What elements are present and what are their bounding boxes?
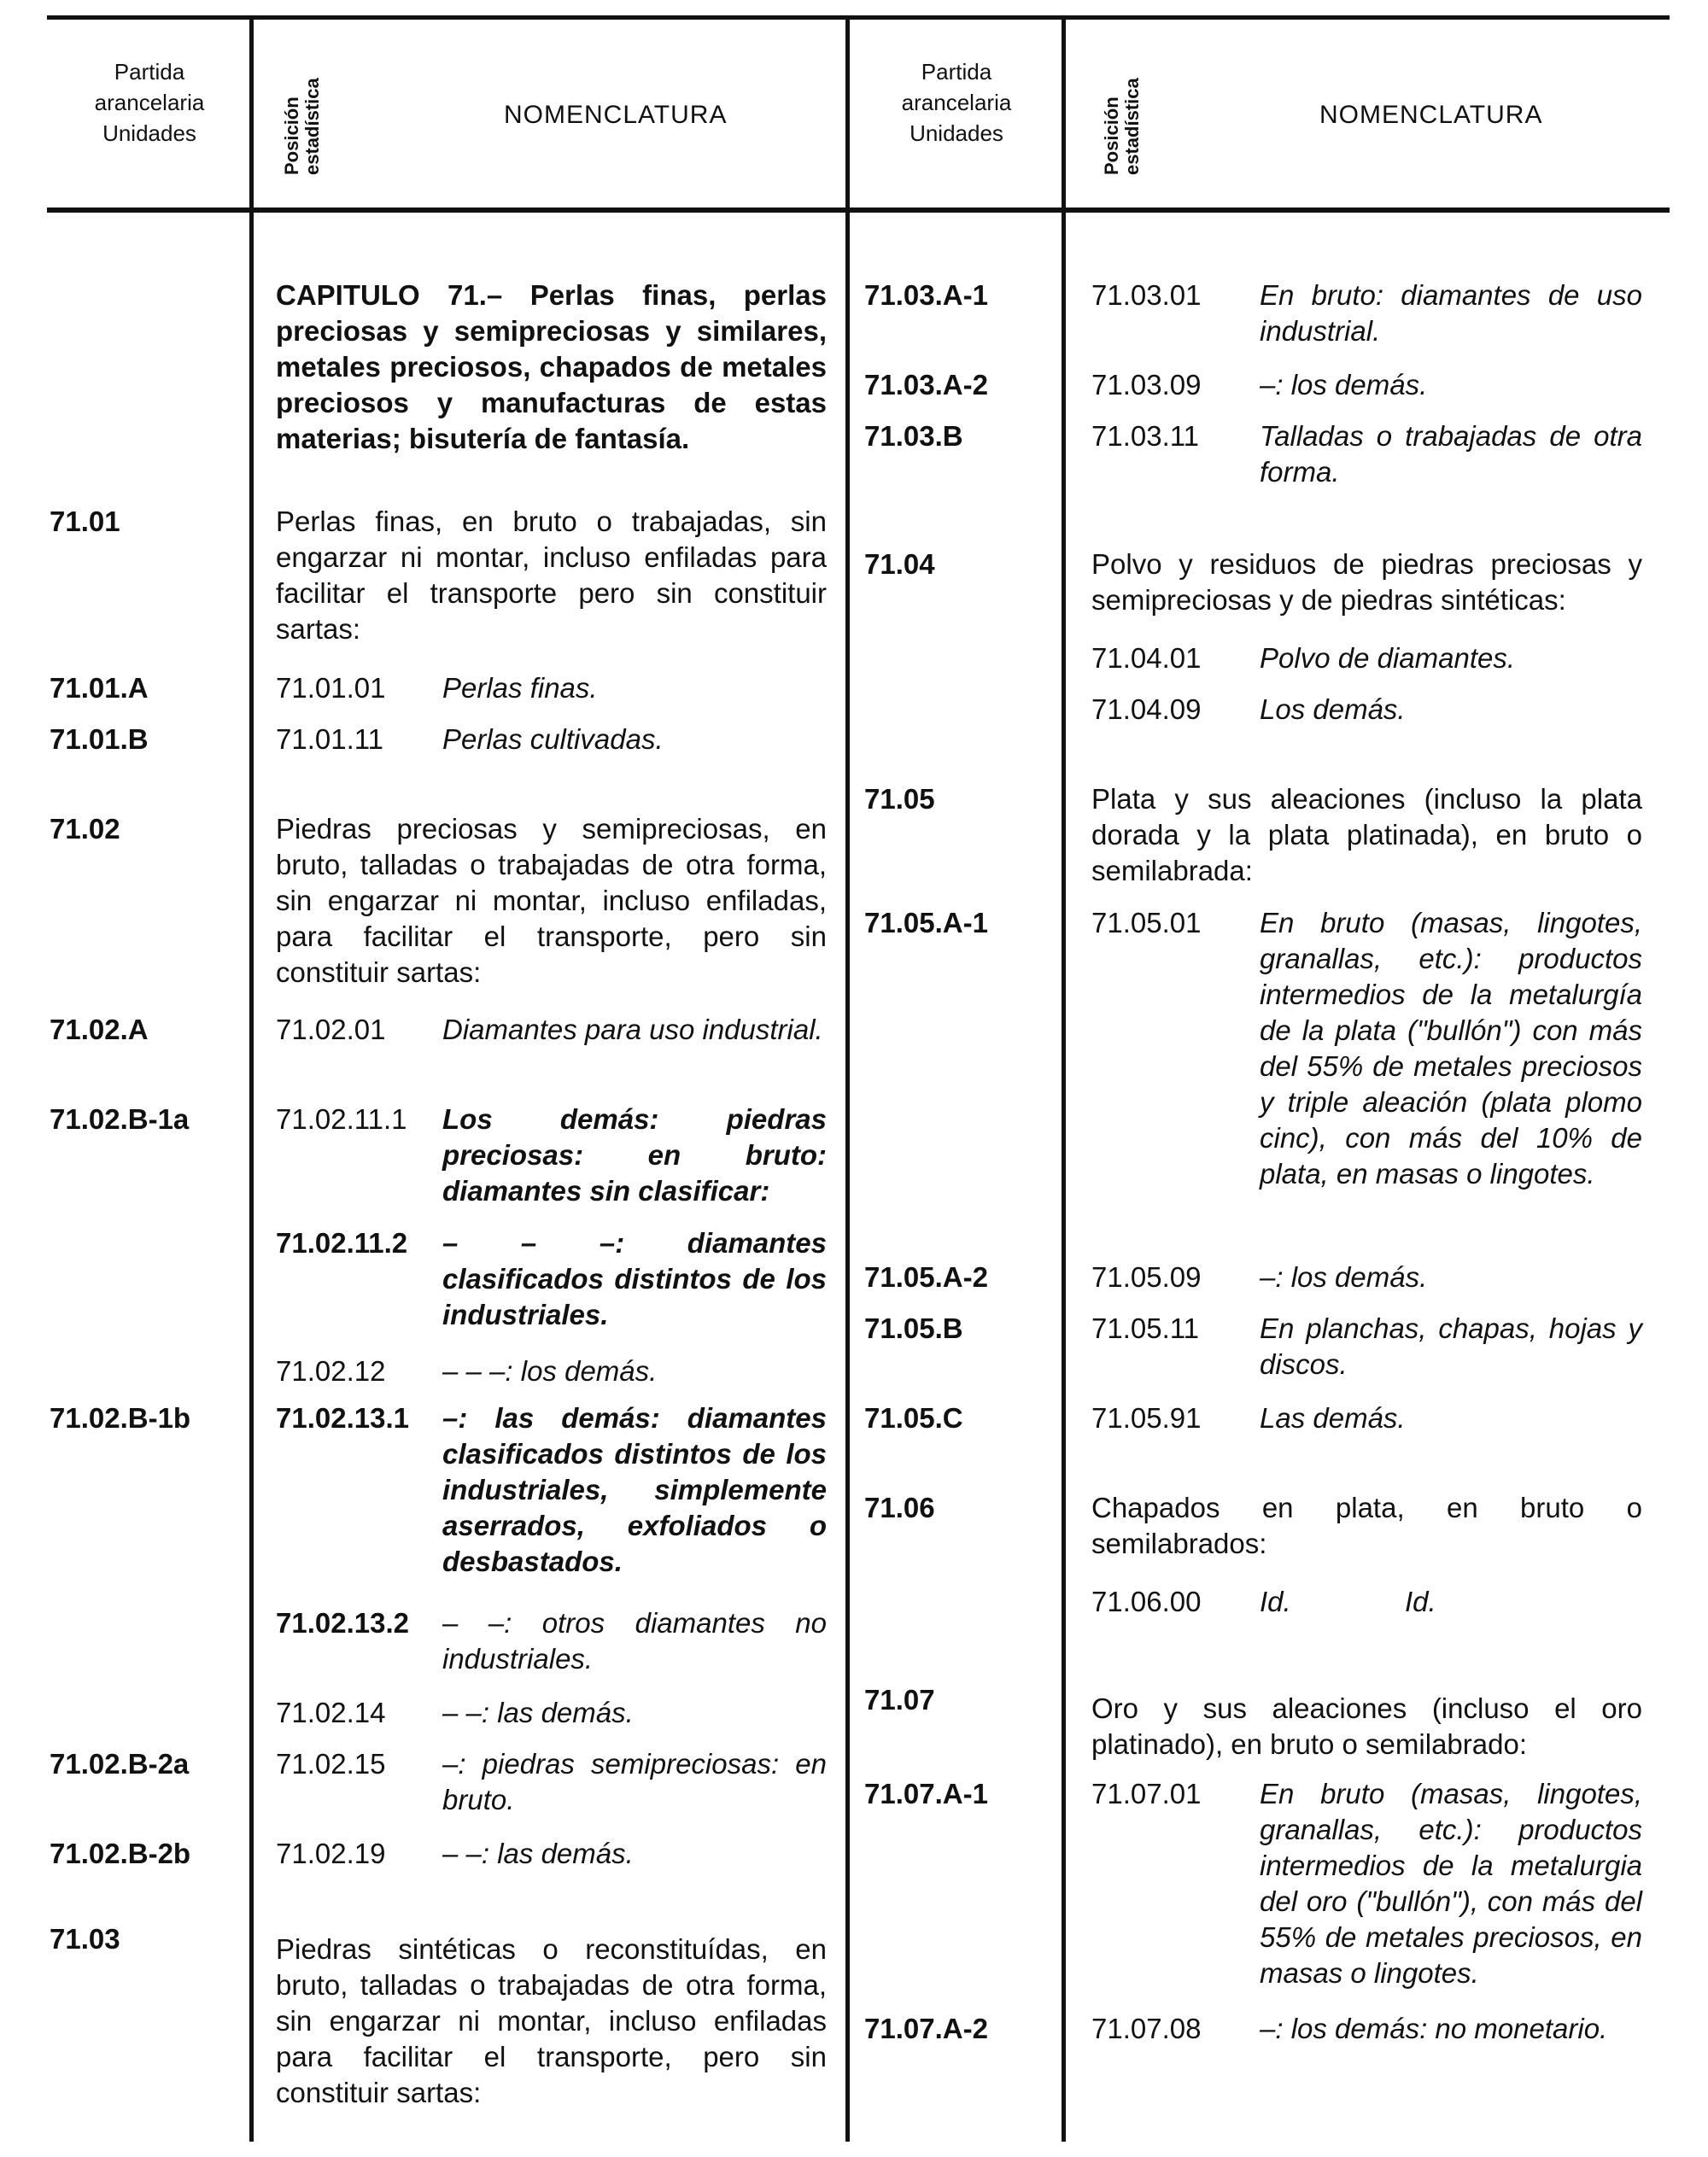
partida-71-07-A-1: 71.07.A-1 (864, 1778, 988, 1809)
top-rule (47, 15, 1670, 20)
stat-71-02-11-1: 71.02.11.1 (276, 1103, 407, 1135)
stat-71-02-01: 71.02.01 (276, 1014, 386, 1045)
desc-71-06-00: Id. (1260, 1586, 1291, 1617)
partida-71-02-A: 71.02.A (50, 1014, 149, 1045)
header-rule (47, 208, 1670, 213)
header-nomenclatura-right: NOMENCLATURA (1319, 101, 1543, 129)
header-partida: Partida arancelaria Unidades (94, 59, 205, 146)
partida-71-01-B: 71.01.B (50, 723, 149, 755)
desc-71-07: Oro y sus aleaciones (incluso el oro platinado), en bruto o semilabrado: (1091, 1692, 1642, 1760)
stat-71-05-11: 71.05.11 (1091, 1312, 1200, 1344)
desc-71-02-13-1: –: las demás: diamantes clasificados distintos de los industriales, simplemente aserrados, exfoliados o desbastados. (442, 1402, 827, 1577)
stat-71-02-14: 71.02.14 (276, 1697, 386, 1728)
desc-71-05: Plata y sus aleaciones (incluso la plata dorada y la plata platinada), en bruto o semilabrada: (1091, 783, 1642, 886)
stat-71-03-01: 71.03.01 (1091, 279, 1202, 311)
column-divider-3 (1062, 15, 1066, 2142)
desc-71-02: Piedras preciosas y semipreciosas, en bruto, talladas o trabajadas de otra forma, sin engarzar ni montar, incluso enfiladas, para facilitar el transporte, pero sin constituir sartas: (276, 813, 827, 988)
stat-71-06-00: 71.06.00 (1091, 1586, 1202, 1617)
desc-71-01-11: Perlas cultivadas. (442, 723, 664, 755)
desc-71-05-01: En bruto (masas, lingotes, granallas, etc.): productos intermedios de la metalurgía de la plata ("bullón") con más del 55% de metales preciosos y triple aleación (plata plomo cinc), con más del 10% de plata, en masas o lingotes. (1260, 907, 1642, 1190)
partida-71-06: 71.06 (864, 1492, 935, 1523)
desc-71-05-11: En planchas, chapas, hojas y discos. (1260, 1312, 1642, 1380)
stat-71-02-13-2: 71.02.13.2 (276, 1607, 409, 1639)
desc-71-02-19: – –: las demás. (442, 1838, 634, 1869)
partida-71-05-A-2: 71.05.A-2 (864, 1261, 988, 1293)
partida-71-01: 71.01 (50, 506, 120, 537)
partida-71-03-A-2: 71.03.A-2 (864, 369, 988, 400)
partida-71-03: 71.03 (50, 1923, 120, 1955)
partida-71-07-A-2: 71.07.A-2 (864, 2013, 988, 2044)
desc-71-03: Piedras sintéticas o reconstituídas, en bruto, talladas o trabajadas de otra forma, sin engarzar ni montar, incluso enfiladas para facilitar el transporte, pero sin constituir sartas: (276, 1933, 827, 2108)
partida-71-05: 71.05 (864, 783, 935, 815)
partida-71-01-A: 71.01.A (50, 672, 149, 704)
header-posicion-right: Posición estadística (1101, 78, 1143, 175)
partida-71-02-B-2a: 71.02.B-2a (50, 1748, 190, 1780)
partida-71-03-B: 71.03.B (864, 420, 963, 452)
desc-71-01: Perlas finas, en bruto o trabajadas, sin engarzar ni montar, incluso enfiladas para facilitar el transporte pero sin constituir sartas: (276, 506, 827, 645)
desc-71-06: Chapados en plata, en bruto o semilabrados: (1091, 1492, 1642, 1559)
stat-71-03-11: 71.03.11 (1091, 420, 1200, 452)
stat-71-02-15: 71.02.15 (276, 1748, 386, 1780)
desc-71-04: Polvo y residuos de piedras preciosas y semipreciosas y de piedras sintéticas: (1091, 548, 1642, 616)
partida-71-02-B-1b: 71.02.B-1b (50, 1402, 191, 1434)
desc-71-03-09: –: los demás. (1260, 369, 1428, 400)
desc-71-02-11-1: Los demás: piedras preciosas: en bruto: diamantes sin clasificar: (442, 1103, 827, 1207)
partida-71-07: 71.07 (864, 1684, 935, 1716)
partida-71-05-B: 71.05.B (864, 1312, 963, 1344)
column-divider-1 (249, 15, 254, 2142)
stat-71-04-09: 71.04.09 (1091, 693, 1202, 725)
partida-71-05-A-1: 71.05.A-1 (864, 907, 988, 938)
desc-71-06-00-b: Id. (1405, 1586, 1436, 1617)
desc-71-02-15: –: piedras semipreciosas: en bruto. (442, 1748, 827, 1815)
desc-71-02-13-2: – –: otros diamantes no industriales. (442, 1607, 827, 1675)
stat-71-01-11: 71.01.11 (276, 723, 384, 755)
partida-71-02-B-1a: 71.02.B-1a (50, 1103, 190, 1135)
partida-71-02: 71.02 (50, 813, 120, 845)
desc-71-01-01: Perlas finas. (442, 672, 598, 704)
partida-71-05-C: 71.05.C (864, 1402, 963, 1434)
desc-71-05-91: Las demás. (1260, 1402, 1406, 1434)
stat-71-05-09: 71.05.09 (1091, 1261, 1202, 1293)
partida-71-04: 71.04 (864, 548, 935, 580)
desc-71-03-11: Talladas o trabajadas de otra forma. (1260, 420, 1642, 488)
desc-71-07-08: –: los demás: no monetario. (1260, 2013, 1608, 2044)
column-divider-2 (845, 15, 850, 2142)
partida-71-02-B-2b: 71.02.B-2b (50, 1838, 191, 1869)
stat-71-01-01: 71.01.01 (276, 672, 386, 704)
header-posicion: Posición estadística (281, 78, 323, 175)
header-nomenclatura: NOMENCLATURA (504, 101, 728, 129)
desc-71-05-09: –: los demás. (1260, 1261, 1428, 1293)
stat-71-03-09: 71.03.09 (1091, 369, 1202, 400)
desc-71-03-01: En bruto: diamantes de uso industrial. (1260, 279, 1642, 347)
desc-71-02-12: – – –: los demás. (442, 1355, 658, 1387)
stat-71-05-91: 71.05.91 (1091, 1402, 1202, 1434)
desc-71-02-11-2: – – –: diamantes clasificados distintos de los industriales. (442, 1227, 827, 1330)
stat-71-02-19: 71.02.19 (276, 1838, 386, 1869)
desc-71-04-01: Polvo de diamantes. (1260, 642, 1516, 674)
partida-71-03-A-1: 71.03.A-1 (864, 279, 988, 311)
desc-71-02-14: – –: las demás. (442, 1697, 634, 1728)
desc-71-07-01: En bruto (masas, lingotes, granallas, etc.): productos intermedios de la metalurgia del oro ("bullón"), con más del 55% de metales preciosos, en masas o lingotes. (1260, 1778, 1642, 1989)
stat-71-07-08: 71.07.08 (1091, 2013, 1202, 2044)
chapter-title: CAPITULO 71.– Perlas finas, perlas preciosas y semipreciosas y similares, metales preciosos, chapados de metales preciosos y manufacturas de estas materias; bisutería de fantasía. (276, 279, 827, 454)
stat-71-02-13-1: 71.02.13.1 (276, 1402, 409, 1434)
desc-71-04-09: Los demás. (1260, 693, 1406, 725)
stat-71-05-01: 71.05.01 (1091, 907, 1202, 938)
stat-71-02-12: 71.02.12 (276, 1355, 386, 1387)
desc-71-02-01: Diamantes para uso industrial. (442, 1014, 823, 1045)
stat-71-02-11-2: 71.02.11.2 (276, 1227, 408, 1259)
stat-71-07-01: 71.07.01 (1091, 1778, 1202, 1809)
stat-71-04-01: 71.04.01 (1091, 642, 1202, 674)
header-partida-right: Partida arancelaria Unidades (901, 59, 1012, 146)
